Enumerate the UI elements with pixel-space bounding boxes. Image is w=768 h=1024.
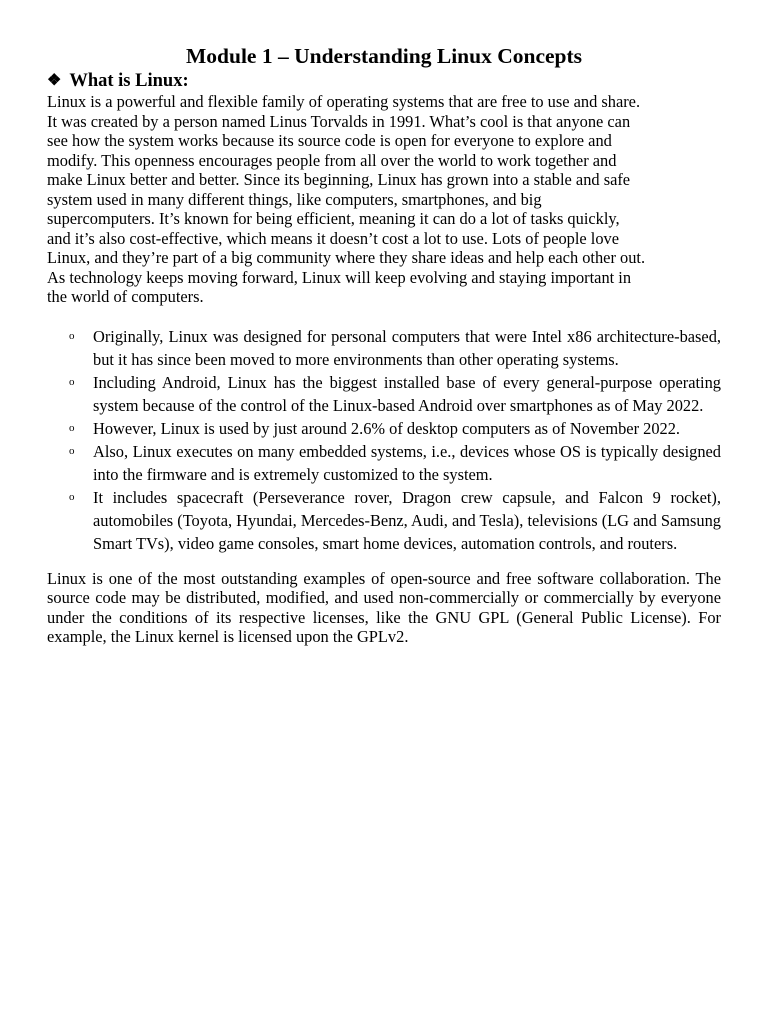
circle-bullet-icon: o	[69, 490, 75, 503]
closing-paragraph: Linux is one of the most outstanding examples of open-source and free software collaboration. The source code may be distributed, modified, and used non-commercially or commercially by everyone under the conditions of its respective licenses, like the GNU GPL (General Public License). For example, the Linux kernel is licensed upon the GPLv2.	[47, 568, 721, 646]
intro-line: and it’s also cost-effective, which means it doesn’t cost a lot to use. Lots of people love	[47, 228, 620, 248]
list-item-text: It includes spacecraft (Perseverance rover, Dragon crew capsule, and Falcon 9 rocket), automobiles (Toyota, Hyundai, Mercedes-Benz, Audi, and Tesla), televisions (LG and Samsung Smart TVs), video game consoles, smart home devices, automation controls, and routers.	[93, 487, 721, 553]
list-item-text: Including Android, Linux has the biggest installed base of every general-purpose operating system because of the control of the Linux-based Android over smartphones as of May 2022.	[93, 372, 721, 415]
intro-line: supercomputers. It’s known for being efficient, meaning it can do a lot of tasks quickly,	[47, 209, 620, 228]
list-item	[69, 440, 721, 486]
intro-line: It was created by a person named Linus Torvalds in 1991. What’s cool is that anyone can	[47, 111, 631, 131]
list-item-text: Originally, Linux was designed for personal computers that were Intel x86 architecture-based, but it has since been moved to more environments than other operating systems.	[93, 326, 721, 369]
intro-line: Linux is a powerful and flexible family of operating systems that are free to use and share.	[47, 92, 641, 111]
list-item	[69, 325, 721, 371]
list-item-text: However, Linux is used by just around 2.6% of desktop computers as of November 2022.	[93, 418, 681, 438]
circle-bullet-icon: o	[69, 329, 75, 342]
intro-line: As technology keeps moving forward, Linux will keep evolving and staying important in	[47, 267, 632, 287]
list-item	[69, 417, 721, 440]
intro-line: Linux, and they’re part of a big community where they share ideas and help each other out.	[47, 248, 646, 267]
intro-line: make Linux better and better. Since its beginning, Linux has grown into a stable and safe	[47, 170, 631, 189]
list-item-text: Also, Linux executes on many embedded systems, i.e., devices whose OS is typically designed into the firmware and is extremely customized to the system.	[93, 441, 721, 484]
section-heading	[47, 70, 721, 92]
intro-line: modify. This openness encourages people from all over the world to work together and	[47, 150, 617, 170]
intro-line: system used in many different things, like computers, smartphones, and big	[47, 189, 542, 209]
intro-paragraph	[47, 92, 721, 307]
document-page	[47, 42, 721, 647]
page-title: Module 1 – Understanding Linux Concepts	[185, 44, 583, 68]
intro-line: the world of computers.	[47, 287, 204, 306]
circle-bullet-icon: o	[69, 375, 75, 388]
intro-line: see how the system works because its source code is open for everyone to explore and	[47, 131, 612, 150]
diamond-bullet-icon: ❖	[47, 72, 62, 89]
circle-bullet-icon: o	[69, 444, 75, 457]
circle-bullet-icon: o	[69, 421, 75, 434]
section-heading-text: What is Linux:	[69, 71, 189, 91]
list-item	[69, 371, 721, 417]
bullet-list	[47, 325, 721, 555]
list-item	[69, 486, 721, 555]
